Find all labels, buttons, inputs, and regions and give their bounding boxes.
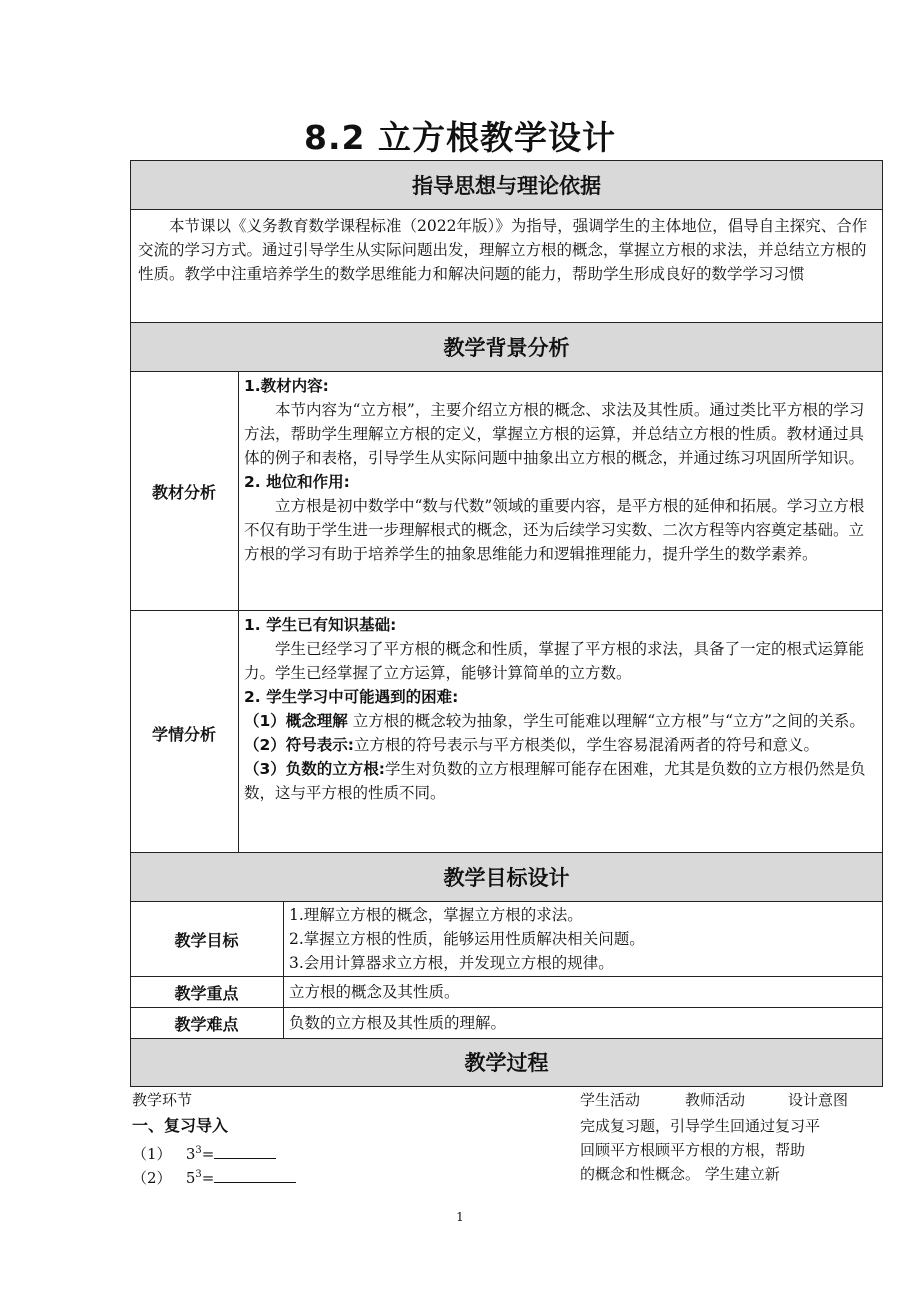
difficult-point-text: 负数的立方根及其性质的理解。 (289, 1014, 507, 1032)
objectives-row-divider-1 (130, 976, 883, 977)
objectives-row-divider-2 (130, 1007, 883, 1008)
review-question-2 (132, 1163, 296, 1190)
column-stage: 教学环节 (132, 1091, 193, 1109)
q1-number: （1） (132, 1145, 172, 1163)
difficulty-3 (244, 757, 876, 805)
material-content (244, 374, 876, 566)
review-question-1 (132, 1139, 276, 1166)
learner-heading-2: 2. 学生学习中可能遇到的困难: (244, 688, 459, 706)
q2-base: 5 (185, 1169, 196, 1187)
q2-equals: = (201, 1169, 215, 1187)
background-column-divider (238, 372, 239, 852)
page-title: 8.2 立方根教学设计 (304, 118, 616, 157)
q2-number: （2） (132, 1169, 172, 1187)
difficulty-1-text: 立方根的概念较为抽象，学生可能难以理解“立方根”与“立方”之间的关系。 (347, 712, 865, 730)
answer-blank-2[interactable] (214, 1168, 296, 1183)
key-point-text: 立方根的概念及其性质。 (289, 983, 460, 1001)
difficulty-2-label: （2）符号表示: (244, 736, 354, 754)
learner-content (244, 613, 876, 805)
q1-base: 3 (185, 1145, 196, 1163)
section-heading-process: 教学过程 (130, 1038, 883, 1087)
key-point-label: 教学重点 (174, 984, 239, 1003)
q1-equals: = (201, 1145, 215, 1163)
goals-label: 教学目标 (174, 931, 239, 950)
learner-label: 学情分析 (151, 725, 216, 744)
difficulty-1-label: （1）概念理解 (244, 712, 348, 730)
goal-item-3: 3.会用计算器求立方根，并发现立方根的规律。 (289, 954, 614, 972)
material-label: 教材分析 (151, 483, 216, 502)
column-teacher: 教师活动 (685, 1091, 746, 1109)
difficulty-3-text: 学生对负数的立方根理解可能存在困难，尤其是负数的立方根仍然是负数，这与平方根的性质不同。 (244, 760, 866, 802)
review-heading: 一、复习导入 (132, 1116, 229, 1135)
guiding-body: 本节课以《义务教育数学课程标准（2022年版）》为指导，强调学生的主体地位，倡导自主探究、合作交流的学习方式。通过引导学生从实际问题出发，理解立方根的概念，掌握立方根的求法，并总结立方根的性质。教学中注重培养学生的数学思维能力和解决问题的能力，帮助学生形成良好的数学学习习惯 (138, 217, 868, 283)
objectives-column-divider (283, 902, 284, 1038)
background-row-divider (130, 610, 883, 611)
material-heading-2: 2. 地位和作用: (244, 473, 350, 491)
section-heading-objectives: 教学目标设计 (130, 852, 883, 902)
q2-exponent: 3 (195, 1169, 202, 1180)
activity-text (580, 1114, 885, 1186)
learner-paragraph-1: 学生已经学习了平方根的概念和性质，掌握了平方根的求法，具备了一定的根式运算能力。学生已经掌握了立方运算，能够计算简单的立方数。 (244, 640, 865, 682)
q1-exponent: 3 (195, 1145, 202, 1156)
activity-line-1: 完成复习题，引导学生回通过复习平 (580, 1117, 821, 1135)
column-student: 学生活动 (580, 1091, 641, 1109)
difficulty-2 (244, 733, 876, 757)
difficulty-2-text: 立方根的符号表示与平方根类似，学生容易混淆两者的符号和意义。 (353, 736, 819, 754)
answer-blank-1[interactable] (214, 1144, 276, 1159)
learner-heading-1: 1. 学生已有知识基础: (244, 616, 397, 634)
page-number: 1 (456, 1210, 464, 1224)
difficulty-1 (244, 709, 876, 733)
section-heading-guiding: 指导思想与理论依据 (130, 160, 883, 210)
section-heading-background: 教学背景分析 (130, 322, 883, 372)
material-paragraph-1: 本节内容为“立方根”，主要介绍立方根的概念、求法及其性质。通过类比平方根的学习方法，帮助学生理解立方根的定义，掌握立方根的运算，并总结立方根的性质。教材通过具体的例子和表格，引导学生从实际问题中抽象出立方根的概念，并通过练习巩固所学知识。 (244, 401, 865, 467)
material-paragraph-2: 立方根是初中数学中“数与代数”领域的重要内容，是平方根的延伸和拓展。学习立方根不仅有助于学生进一步理解根式的概念，还为后续学习实数、二次方程等内容奠定基础。立方根的学习有助于培养学生的抽象思维能力和逻辑推理能力，提升学生的数学素养。 (244, 497, 865, 563)
goal-item-2: 2.掌握立方根的性质，能够运用性质解决相关问题。 (289, 930, 645, 948)
goal-item-1: 1.理解立方根的概念，掌握立方根的求法。 (289, 906, 583, 924)
activity-line-3: 的概念和性概念。 学生建立新 (580, 1165, 780, 1183)
activity-line-2: 回顾平方根顾平方根的方根，帮助 (580, 1141, 806, 1159)
material-heading-1: 1.教材内容: (244, 377, 329, 395)
difficulty-3-label: （3）负数的立方根: (244, 760, 385, 778)
column-intent: 设计意图 (788, 1091, 849, 1109)
difficult-point-label: 教学难点 (174, 1015, 239, 1034)
goals-list (289, 903, 879, 975)
